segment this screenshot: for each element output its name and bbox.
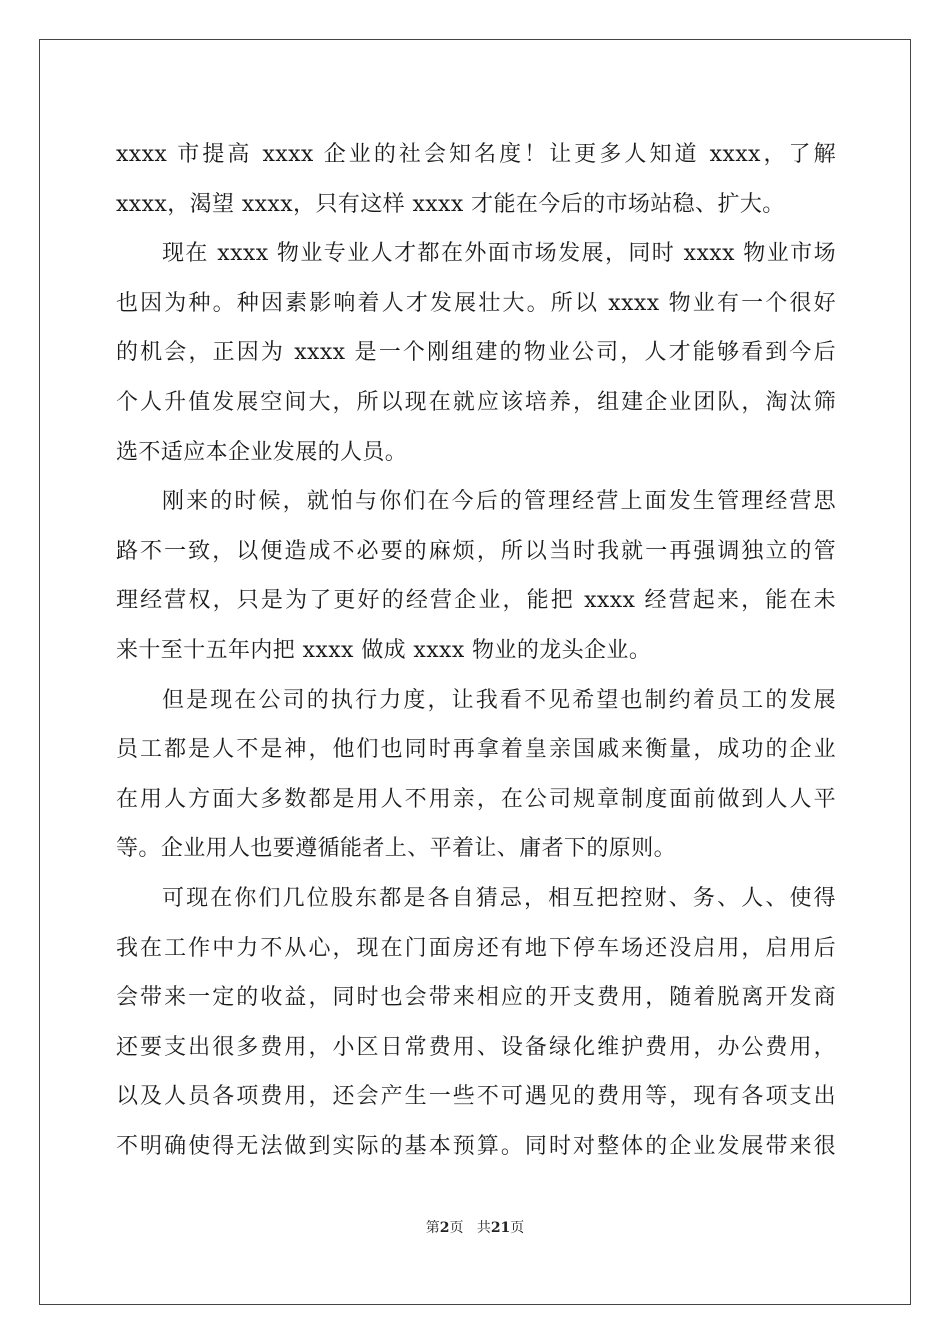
text-line: 员工都是人不是神，他们也同时再拿着皇亲国戚来衡量，成功的企业 (116, 737, 836, 763)
paragraph-start-line: 现在 xxxx 物业专业人才都在外面市场发展，同时 xxxx 物业市场 (162, 241, 836, 267)
paragraph-start-line: 刚来的时候，就怕与你们在今后的管理经营上面发生管理经营思 (162, 489, 836, 515)
text-line: 还要支出很多费用，小区日常费用、设备绿化维护费用，办公费用， (116, 1034, 836, 1060)
text-line: 不明确使得无法做到实际的基本预算。同时对整体的企业发展带来很 (116, 1133, 836, 1159)
text-line: 理经营权，只是为了更好的经营企业，能把 xxxx 经营起来，能在未 (116, 588, 836, 614)
paragraph-start-line: 可现在你们几位股东都是各自猜忌，相互把控财、务、人、使得 (162, 885, 836, 911)
total-prefix: 共 (476, 1220, 491, 1236)
text-line: 也因为种。种因素影响着人才发展壮大。所以 xxxx 物业有一个很好 (116, 290, 836, 316)
page-suffix: 页 (449, 1220, 464, 1236)
text-line: 的机会，正因为 xxxx 是一个刚组建的物业公司，人才能够看到今后 (116, 340, 836, 366)
text-line: 来十至十五年内把 xxxx 做成 xxxx 物业的龙头企业。 (116, 637, 652, 663)
page-footer (0, 1218, 950, 1238)
paragraph-start-line: 但是现在公司的执行力度，让我看不见希望也制约着员工的发展 (162, 687, 836, 713)
text-line: 我在工作中力不从心，现在门面房还有地下停车场还没启用，启用后 (116, 935, 836, 961)
text-line: 在用人方面大多数都是用人不用亲，在公司规章制度面前做到人人平 (116, 786, 836, 812)
text-line: xxxx，渴望 xxxx，只有这样 xxxx 才能在今后的市场站稳、扩大。 (116, 191, 785, 217)
total-page-count: 21 (490, 1220, 511, 1236)
text-line: 选不适应本企业发展的人员。 (116, 439, 408, 465)
text-line: 个人升值发展空间大，所以现在就应该培养，组建企业团队，淘汰筛 (116, 389, 836, 415)
page-prefix: 第 (425, 1220, 440, 1236)
total-suffix: 页 (510, 1220, 525, 1236)
current-page-number: 2 (439, 1220, 450, 1236)
text-line: 会带来一定的收益，同时也会带来相应的开支费用，随着脱离开发商 (116, 985, 836, 1011)
text-line: 等。企业用人也要遵循能者上、平着让、庸者下的原则。 (116, 836, 677, 862)
text-line: 路不一致，以便造成不必要的麻烦，所以当时我就一再强调独立的管 (116, 538, 836, 564)
document-body (116, 130, 836, 1171)
text-line: 以及人员各项费用，还会产生一些不可遇见的费用等，现有各项支出 (116, 1084, 836, 1110)
text-line: xxxx 市提高 xxxx 企业的社会知名度！让更多人知道 xxxx，了解 (116, 142, 836, 167)
